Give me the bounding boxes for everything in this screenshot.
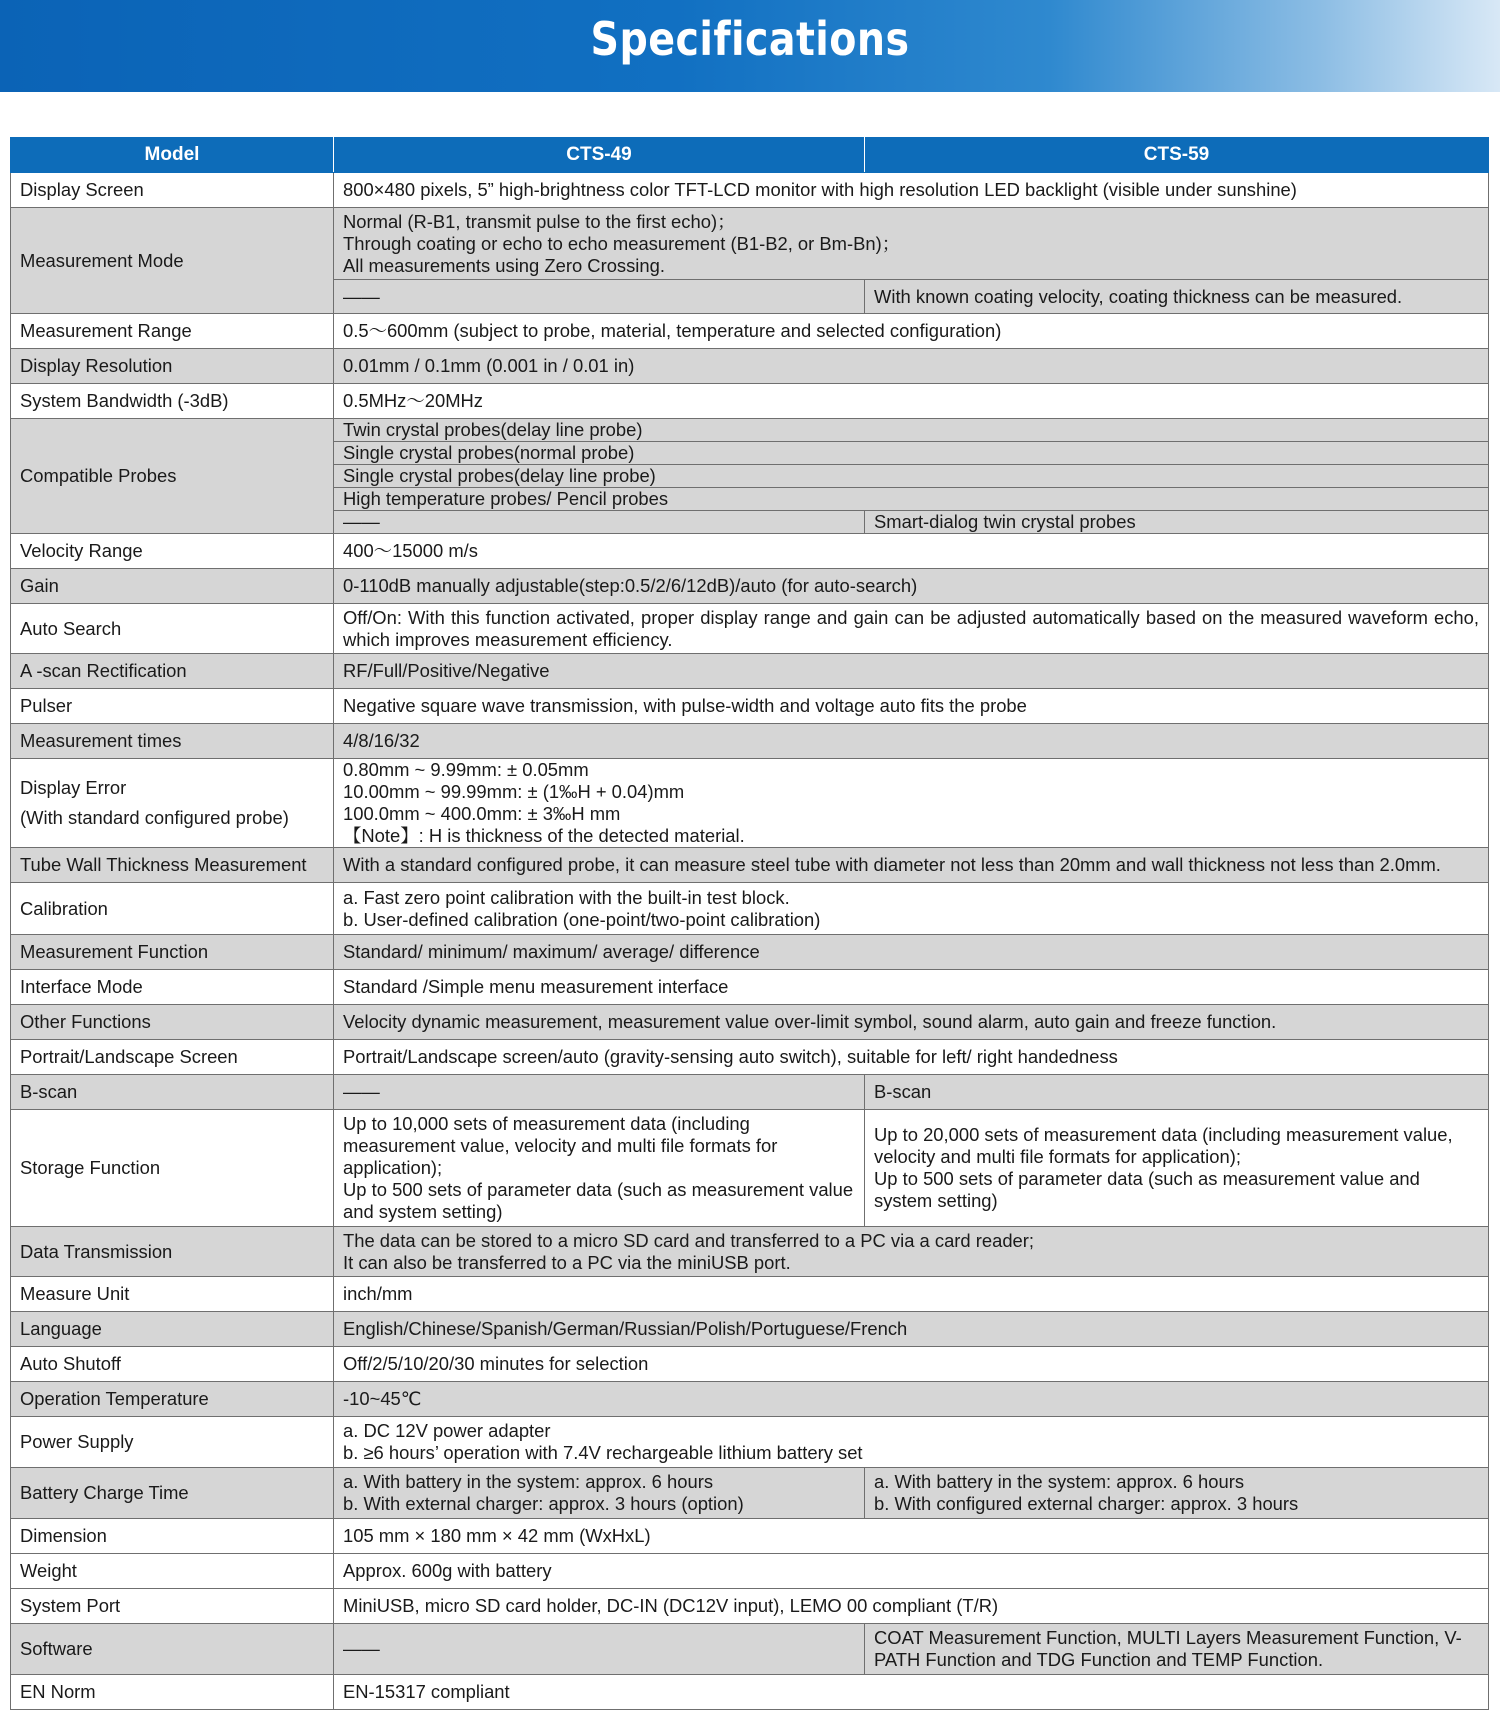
- value-display-resolution: 0.01mm / 0.1mm (0.001 in / 0.01 in): [334, 349, 1489, 384]
- label-compatible-probes: Compatible Probes: [11, 419, 334, 534]
- value-gain: 0-110dB manually adjustable(step:0.5/2/6/12dB)/auto (for auto-search): [334, 569, 1489, 604]
- label-display-error: [11, 759, 334, 848]
- label-measurement-function: Measurement Function: [11, 935, 334, 970]
- row-operation-temperature: [11, 1382, 1489, 1417]
- value-power-supply: a. DC 12V power adapter b. ≥6 hours’ operation with 7.4V rechargeable lithium battery set: [334, 1417, 1489, 1468]
- label-dimension: Dimension: [11, 1519, 334, 1554]
- label-interface-mode: Interface Mode: [11, 970, 334, 1005]
- row-weight: [11, 1554, 1489, 1589]
- page-title: Specifications: [590, 12, 910, 66]
- header-cts-49: CTS-49: [334, 138, 865, 173]
- label-velocity-range: Velocity Range: [11, 534, 334, 569]
- value-measurement-range: 0.5～600mm (subject to probe, material, temperature and selected configuration): [334, 314, 1489, 349]
- value-pulser: Negative square wave transmission, with pulse-width and voltage auto fits the probe: [334, 689, 1489, 724]
- label-display-screen: Display Screen: [11, 173, 334, 208]
- row-software: [11, 1624, 1489, 1675]
- value-portrait-landscape: Portrait/Landscape screen/auto (gravity-sensing auto switch), suitable for left/ right handedness: [334, 1040, 1489, 1075]
- value-measurement-mode-cts-59: With known coating velocity, coating thickness can be measured.: [865, 280, 1489, 314]
- value-measurement-mode-cts-49: ——: [334, 280, 865, 314]
- row-other-functions: [11, 1005, 1489, 1040]
- value-probes-cts-59: Smart-dialog twin crystal probes: [865, 511, 1489, 534]
- value-velocity-range: 400～15000 m/s: [334, 534, 1489, 569]
- value-bscan-cts-59: B-scan: [865, 1075, 1489, 1110]
- value-measurement-function: Standard/ minimum/ maximum/ average/ difference: [334, 935, 1489, 970]
- row-data-transmission: [11, 1227, 1489, 1277]
- label-other-functions: Other Functions: [11, 1005, 334, 1040]
- value-battery-cts-49: a. With battery in the system: approx. 6 hours b. With external charger: approx. 3 hours (option): [334, 1468, 865, 1519]
- value-interface-mode: Standard /Simple menu measurement interface: [334, 970, 1489, 1005]
- label-auto-shutoff: Auto Shutoff: [11, 1347, 334, 1382]
- header-row: [11, 138, 1489, 173]
- value-dimension: 105 mm × 180 mm × 42 mm (WxHxL): [334, 1519, 1489, 1554]
- value-operation-temperature: -10~45℃: [334, 1382, 1489, 1417]
- label-data-transmission: Data Transmission: [11, 1227, 334, 1277]
- row-pulser: [11, 689, 1489, 724]
- value-measurement-mode: Normal (R-B1, transmit pulse to the first echo)； Through coating or echo to echo measurement (B1-B2, or Bm-Bn)； All measurements using Zero Crossing.: [334, 208, 1489, 280]
- specifications-table: [10, 137, 1489, 1710]
- row-language: [11, 1312, 1489, 1347]
- label-gain: Gain: [11, 569, 334, 604]
- value-calibration: a. Fast zero point calibration with the built-in test block. b. User-defined calibration (one-point/two-point calibration): [334, 883, 1489, 935]
- row-bscan: [11, 1075, 1489, 1110]
- value-auto-search: Off/On: With this function activated, proper display range and gain can be adjusted automatically based on the measured waveform echo, which improves measurement efficiency.: [334, 604, 1489, 654]
- label-measurement-mode: Measurement Mode: [11, 208, 334, 314]
- value-auto-shutoff: Off/2/5/10/20/30 minutes for selection: [334, 1347, 1489, 1382]
- value-measure-unit: inch/mm: [334, 1277, 1489, 1312]
- label-storage-function: Storage Function: [11, 1110, 334, 1227]
- value-probes-cts-49: ——: [334, 511, 865, 534]
- row-ascan-rectification: [11, 654, 1489, 689]
- label-battery-charge-time: Battery Charge Time: [11, 1468, 334, 1519]
- label-display-resolution: Display Resolution: [11, 349, 334, 384]
- value-weight: Approx. 600g with battery: [334, 1554, 1489, 1589]
- value-system-bandwidth: 0.5MHz～20MHz: [334, 384, 1489, 419]
- value-storage-cts-59: Up to 20,000 sets of measurement data (including measurement value, velocity and multi file formats for application); Up to 500 sets of parameter data (such as measurement value and system setting): [865, 1110, 1489, 1227]
- label-ascan-rectification: A -scan Rectification: [11, 654, 334, 689]
- label-measurement-times: Measurement times: [11, 724, 334, 759]
- value-storage-cts-49: Up to 10,000 sets of measurement data (including measurement value, velocity and multi file formats for application); Up to 500 sets of parameter data (such as measurement value and system setting): [334, 1110, 865, 1227]
- value-system-port: MiniUSB, micro SD card holder, DC-IN (DC12V input), LEMO 00 compliant (T/R): [334, 1589, 1489, 1624]
- row-dimension: [11, 1519, 1489, 1554]
- label-calibration: Calibration: [11, 883, 334, 935]
- value-language: English/Chinese/Spanish/German/Russian/Polish/Portuguese/French: [334, 1312, 1489, 1347]
- row-portrait-landscape: [11, 1040, 1489, 1075]
- row-interface-mode: [11, 970, 1489, 1005]
- label-tube-wall: Tube Wall Thickness Measurement: [11, 848, 334, 883]
- label-display-error-main: Display Error: [20, 777, 127, 798]
- row-storage-function: [11, 1110, 1489, 1227]
- row-system-bandwidth: [11, 384, 1489, 419]
- row-power-supply: [11, 1417, 1489, 1468]
- label-software: Software: [11, 1624, 334, 1675]
- label-measure-unit: Measure Unit: [11, 1277, 334, 1312]
- value-measurement-times: 4/8/16/32: [334, 724, 1489, 759]
- value-battery-cts-59: a. With battery in the system: approx. 6 hours b. With configured external charger: approx. 3 hours: [865, 1468, 1489, 1519]
- row-gain: [11, 569, 1489, 604]
- label-portrait-landscape: Portrait/Landscape Screen: [11, 1040, 334, 1075]
- row-tube-wall: [11, 848, 1489, 883]
- value-probe-item: Single crystal probes(delay line probe): [334, 465, 1489, 488]
- value-display-error: 0.80mm ~ 9.99mm: ± 0.05mm 10.00mm ~ 99.99mm: ± (1‰H + 0.04)mm 100.0mm ~ 400.0mm: ± 3‰H mm 【Note】: H is thickness of the detected material.: [334, 759, 1489, 848]
- label-operation-temperature: Operation Temperature: [11, 1382, 334, 1417]
- label-weight: Weight: [11, 1554, 334, 1589]
- value-software-cts-59: COAT Measurement Function, MULTI Layers Measurement Function, V-PATH Function and TDG Function and TEMP Function.: [865, 1624, 1489, 1675]
- row-auto-shutoff: [11, 1347, 1489, 1382]
- row-velocity-range: [11, 534, 1489, 569]
- value-probe-item: Twin crystal probes(delay line probe): [334, 419, 1489, 442]
- value-software-cts-49: ——: [334, 1624, 865, 1675]
- row-display-resolution: [11, 349, 1489, 384]
- label-bscan: B-scan: [11, 1075, 334, 1110]
- label-language: Language: [11, 1312, 334, 1347]
- row-compatible-probes: [11, 419, 1489, 442]
- row-measurement-function: [11, 935, 1489, 970]
- row-measure-unit: [11, 1277, 1489, 1312]
- row-display-screen: [11, 173, 1489, 208]
- value-tube-wall: With a standard configured probe, it can measure steel tube with diameter not less than 20mm and wall thickness not less than 2.0mm.: [334, 848, 1489, 883]
- title-banner: [0, 0, 1500, 92]
- row-measurement-times: [11, 724, 1489, 759]
- value-data-transmission: The data can be stored to a micro SD card and transferred to a PC via a card reader; It can also be transferred to a PC via the miniUSB port.: [334, 1227, 1489, 1277]
- header-model: Model: [11, 138, 334, 173]
- value-probe-item: High temperature probes/ Pencil probes: [334, 488, 1489, 511]
- row-calibration: [11, 883, 1489, 935]
- label-en-norm: EN Norm: [11, 1675, 334, 1710]
- label-system-port: System Port: [11, 1589, 334, 1624]
- row-system-port: [11, 1589, 1489, 1624]
- label-display-error-sub: (With standard configured probe): [20, 807, 289, 828]
- value-bscan-cts-49: ——: [334, 1075, 865, 1110]
- label-power-supply: Power Supply: [11, 1417, 334, 1468]
- label-pulser: Pulser: [11, 689, 334, 724]
- value-other-functions: Velocity dynamic measurement, measurement value over-limit symbol, sound alarm, auto gain and freeze function.: [334, 1005, 1489, 1040]
- row-en-norm: [11, 1675, 1489, 1710]
- value-ascan-rectification: RF/Full/Positive/Negative: [334, 654, 1489, 689]
- header-cts-59: CTS-59: [865, 138, 1489, 173]
- row-auto-search: [11, 604, 1489, 654]
- label-auto-search: Auto Search: [11, 604, 334, 654]
- row-measurement-mode: [11, 208, 1489, 280]
- value-display-screen: 800×480 pixels, 5” high-brightness color TFT-LCD monitor with high resolution LED backlight (visible under sunshine): [334, 173, 1489, 208]
- value-en-norm: EN-15317 compliant: [334, 1675, 1489, 1710]
- row-display-error: [11, 759, 1489, 848]
- row-battery-charge-time: [11, 1468, 1489, 1519]
- label-system-bandwidth: System Bandwidth (-3dB): [11, 384, 334, 419]
- row-measurement-range: [11, 314, 1489, 349]
- label-measurement-range: Measurement Range: [11, 314, 334, 349]
- value-probe-item: Single crystal probes(normal probe): [334, 442, 1489, 465]
